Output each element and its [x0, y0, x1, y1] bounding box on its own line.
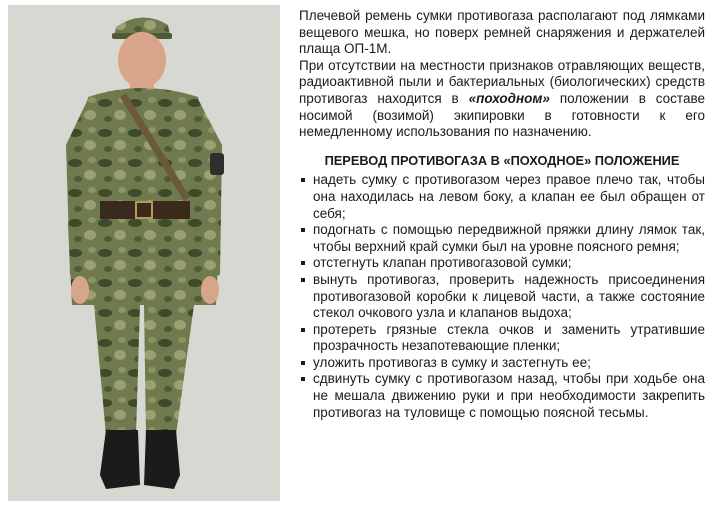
steps-list: [299, 172, 705, 421]
list-item: сдвинуть сумку с противогазом назад, чтобы при ходьбе она не мешала движению руки и при необходимости закрепить противогаз на туловище с помощью поясной тесьмы.: [299, 371, 705, 421]
intro-paragraph-1: Плечевой ремень сумки противогаза располагают под лямками вещевого мешка, но поверх ремней снаряжения и держателей плаща ОП-1М.: [299, 8, 705, 57]
intro-paragraph-2: [299, 58, 705, 141]
intro-p2-start: При отсутствии на местности признаков отравляющих веществ, радиоактивной пыли и бактериальных (биологических) средств противогаз находится в: [299, 57, 705, 106]
list-item: отстегнуть клапан противогазовой сумки;: [299, 255, 705, 272]
soldier-photo: [8, 5, 280, 501]
list-item: подогнать с помощью передвижной пряжки длину лямок так, чтобы верхний край сумки был на уровне поясного ремня;: [299, 222, 705, 255]
list-item: уложить противогаз в сумку и застегнуть ее;: [299, 355, 705, 372]
section-heading: ПЕРЕВОД ПРОТИВОГАЗА В «ПОХОДНОЕ» ПОЛОЖЕНИЕ: [324, 152, 680, 168]
list-item: протереть грязные стекла очков и заменить утратившие прозрачность незапотевающие пленки;: [299, 322, 705, 355]
list-item: надеть сумку с противогазом через правое плечо так, чтобы она находилась на левом боку, а клапан ее был обращен от себя;: [299, 172, 705, 222]
text-column: [299, 8, 705, 421]
emphasis-pokhodnom: «походном»: [468, 90, 550, 106]
soldier-figure-icon: [8, 5, 280, 501]
list-item: вынуть противогаз, проверить надежность присоединения противогазовой коробки к лицевой части, а также состояние стекол очкового узла и клапанов выдоха;: [299, 272, 705, 322]
intro-p2-end: положении в составе носимой (возимой) экипировки в готовности к его немедленному использования по назначению.: [299, 90, 705, 140]
